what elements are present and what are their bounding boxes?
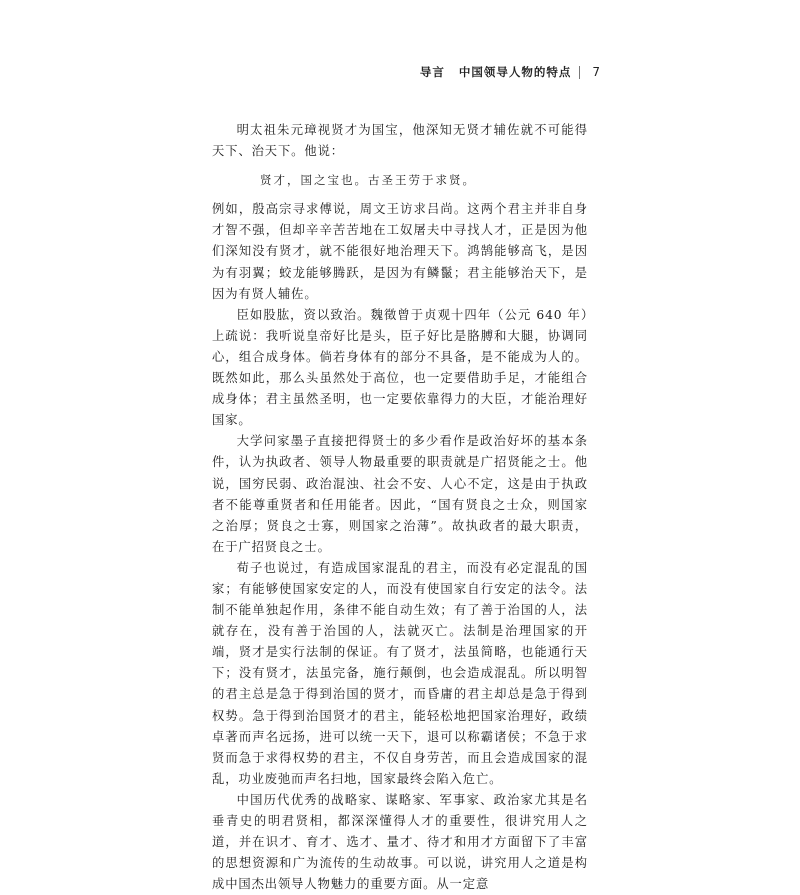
paragraph: 例如，殷高宗寻求傅说，周文王访求吕尚。这两个君主并非自身才智不强，但却辛辛苦苦地在工奴屠夫中寻找人才，正是因为他们深知没有贤才，就不能很好地治理天下。鸿鹄能够高飞，是因为有羽翼；蛟龙能够腾跃，是因为有鳞鬣；君主能够治天下，是因为有贤人辅佐。 [212, 202, 588, 301]
chapter-title: 中国领导人物的特点 [458, 65, 572, 79]
page-number: 7 [592, 65, 600, 79]
page-body [212, 120, 588, 895]
paragraph: 荀子也说过，有造成国家混乱的君主，而没有必定混乱的国家；有能够使国家安定的人，而没有使国家自行安定的法令。法制不能单独起作用，条律不能自动生效；有了善于治国的人，法就存在，没有善于治国的人，法就灭亡。法制是治理国家的开端，贤才是实行法制的保证。有了贤才，法虽简略，也能通行天下；没有贤才，法虽完备，施行颠倒，也会造成混乱。所以明智的君主总是急于得到治国的贤才，而昏庸的君主却总是急于得到权势。急于得到治国贤才的君主，能轻松地把国家治理好，政绩卓著而声名远扬，进可以统一天下，退可以称霸诸侯；不急于求贤而急于求得权势的君主，不仅自身劳苦，而且会造成国家的混乱，功业废弛而声名扫地，国家最终会陷入危亡。 [212, 560, 588, 786]
header-divider [579, 66, 580, 79]
section-label: 导言 [419, 65, 445, 79]
paragraph: 臣如股肱，资以致治。魏徵曾于贞观十四年（公元 640 年）上疏说：我听说皇帝好比是头，臣子好比是胳膊和大腿，协调同心，组合成身体。倘若身体有的部分不具备，是不能成为人的。既然如此，那么头虽然处于高位，也一定要借助手足，才能组合成身体；君主虽然圣明，也一定要依靠得力的大臣，才能治理好国家。 [212, 307, 588, 428]
running-header [212, 63, 600, 81]
paragraph: 明太祖朱元璋视贤才为国宝，他深知无贤才辅佐就不可能得天下、治天下。他说： [212, 123, 588, 159]
block-quote: 贤才，国之宝也。古圣王劳于求贤。 [260, 173, 476, 188]
paragraph: 大学问家墨子直接把得贤士的多少看作是政治好坏的基本条件，认为执政者、领导人物最重要的职责就是广招贤能之士。他说，国穷民弱、政治混浊、社会不安、人心不定，这是由于执政者不能尊重贤者和任用能者。因此，“国有贤良之士众，则国家之治厚；贤良之士寡，则国家之治薄”。故执政者的最大职责，在于广招贤良之士。 [212, 434, 588, 554]
paragraph: 中国历代优秀的战略家、谋略家、军事家、政治家尤其是名垂青史的明君贤相，都深深懂得人才的重要性，很讲究用人之道，并在识才、育才、选才、量才、待才和用才方面留下了丰富的思想资源和广为流传的生动故事。可以说，讲究用人之道是构成中国杰出领导人物魅力的重要方面。从一定意 [212, 792, 588, 892]
